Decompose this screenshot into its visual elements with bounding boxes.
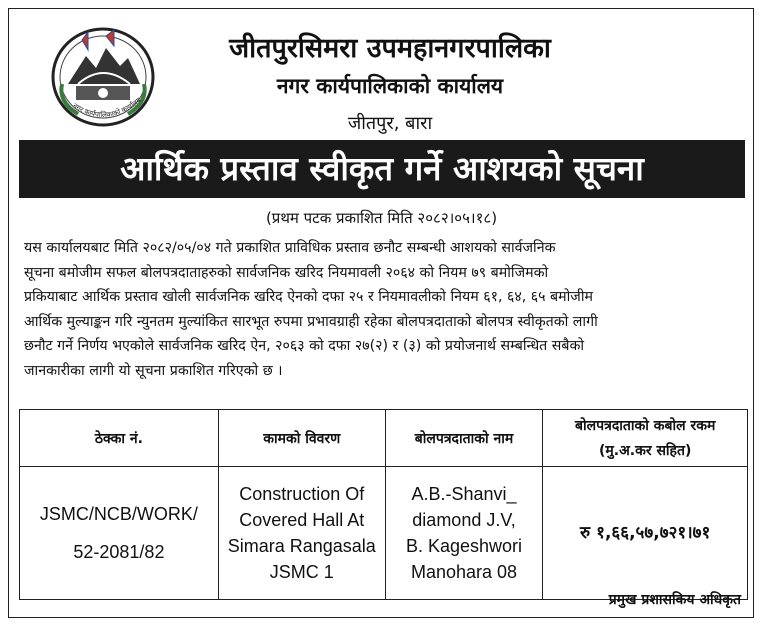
bidder-line: B. Kageshwori [405, 536, 523, 556]
signatory: प्रमुख प्रशासकिय अधिकृत [608, 592, 741, 608]
header-description: कामको विवरण [218, 410, 385, 467]
bid-table [19, 409, 748, 600]
municipal-emblem-icon [48, 22, 158, 130]
header-bidder: बोलपत्रदाताको नाम [385, 410, 543, 467]
description-line: Covered Hall At [239, 510, 365, 530]
contract-no-line: JSMC/NCB/WORK/ [39, 504, 198, 524]
body-line: यस कार्यालयबाट मिति २०८२/०५/०४ गते प्रकाशित प्राविधिक प्रस्ताव छनौट सम्बन्धी आशयको सार्वजनिक [24, 240, 556, 256]
table-row [20, 467, 748, 600]
office-location: जीतपुर, बारा [347, 113, 433, 134]
body-line: प्रकियाबाट आर्थिक प्रस्ताव खोली सार्वजनिक खरिद ऐनको दफा २५ र नियमावलीको नियम ६१, ६४, ६५ बमोजीम [24, 289, 593, 305]
cell-contract-no [20, 467, 219, 600]
bidder-line: diamond J.V, [412, 510, 516, 530]
notice-body [24, 236, 746, 383]
description-line: Construction Of [239, 484, 365, 504]
emblem-caption: नगर कार्यपालिकाको कार्यालय [71, 96, 143, 120]
bidder-line: A.B.-Shanvi_ [411, 484, 517, 504]
contract-no-line: 52-2081/82 [73, 542, 165, 562]
body-line: जानकारीका लागी यो सूचना प्रकाशित गरिएको छ । [24, 362, 283, 379]
body-line: आर्थिक मुल्याङ्कन गरि न्युनतम मुल्यांकित सारभूत रुपमा प्रभावग्राही रहेका बोलपत्रदाताको बोलपत्र स्वीकृतको लागी [24, 313, 598, 330]
body-line: सूचना बमोजीम सफल बोलपत्रदाताहरुको सार्वजनिक खरिद नियमावली २०६४ को नियम ७९ बमोजिमको [24, 264, 549, 281]
body-line: छनौट गर्ने निर्णय भएकोले सार्वजनिक खरिद ऐन, २०६३ को दफा २७(२) र (३) को प्रयोजनार्थ सम्बन्धित सबैको [24, 338, 585, 354]
notice-title: आर्थिक प्रस्ताव स्वीकृत गर्ने आशयको सूचना [19, 140, 745, 198]
header-amount-line2: (मु.अ.कर सहित) [599, 443, 692, 459]
publish-date: (प्रथम पटक प्रकाशित मिति २०८२।०५।१८) [265, 209, 498, 227]
office-name: नगर कार्यपालिकाको कार्यालय [276, 74, 504, 98]
bidder-line: Manohara 08 [410, 562, 518, 582]
description-line: Simara Rangasala [227, 536, 376, 556]
header-amount-line1: बोलपत्रदाताको कबोल रकम [575, 418, 716, 434]
header-contract-no: ठेक्का नं. [20, 410, 219, 467]
cell-bidder [385, 467, 543, 600]
cell-amount: रु १,६६,५७,७२१।७१ [543, 467, 748, 600]
org-name: जीतपुरसिमरा उपमहानगरपालिका [229, 33, 551, 64]
cell-description [218, 467, 385, 600]
description-line: JSMC 1 [269, 562, 334, 582]
header-amount [543, 410, 748, 467]
table-header-row [20, 410, 748, 467]
